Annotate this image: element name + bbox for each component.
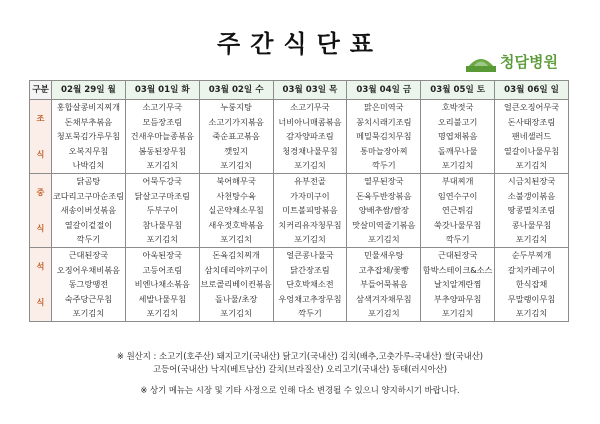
menu-item: 가자미구이 xyxy=(290,190,330,201)
menu-cell xyxy=(273,173,347,247)
menu-item: 포기김치 xyxy=(220,234,252,245)
menu-cell xyxy=(495,100,569,174)
menu-item: 동그랑땡전 xyxy=(68,279,109,290)
meal-label-char: 식 xyxy=(36,149,45,160)
menu-item: 미트볼피망볶음 xyxy=(282,205,338,216)
menu-item: 시금치된장국 xyxy=(507,175,556,186)
menu-cell xyxy=(52,100,126,174)
menu-cell xyxy=(347,247,421,321)
menu-item: 단호박채소전 xyxy=(286,279,334,290)
menu-item: 깍두기 xyxy=(371,160,396,171)
header-day: 03월 05일 토 xyxy=(421,81,495,100)
menu-item: 양배추쌈/쌈장 xyxy=(358,205,409,216)
header-day: 03월 03일 목 xyxy=(273,81,347,100)
menu-item: 고등어조림 xyxy=(142,264,183,275)
menu-item: 포기김치 xyxy=(220,308,252,319)
menu-item: 소고기가지볶음 xyxy=(208,116,264,127)
meal-label-char: 중 xyxy=(36,187,45,198)
menu-cell xyxy=(52,173,126,247)
menu-item: 포기김치 xyxy=(146,308,179,319)
menu-cell xyxy=(347,173,421,247)
header-day: 03월 02일 수 xyxy=(199,81,273,100)
menu-item: 포기김치 xyxy=(220,160,252,171)
menu-item: 삼색겨자채무침 xyxy=(356,293,412,304)
hospital-logo-icon xyxy=(466,49,496,73)
menu-item: 열갈이나물무침 xyxy=(503,145,560,156)
menu-item: 포기김치 xyxy=(515,234,548,245)
menu-cell xyxy=(421,100,495,174)
menu-item: 오징어우채비볶음 xyxy=(56,264,121,275)
menu-item: 포기김치 xyxy=(146,234,179,245)
menu-item: 죽순표고볶음 xyxy=(212,131,260,142)
menu-item: 돈육김치찌개 xyxy=(212,249,260,260)
menu-item: 명엽채볶음 xyxy=(437,131,478,142)
menu-cell xyxy=(199,247,273,321)
menu-item: 청포묵김가루무침 xyxy=(56,131,121,142)
menu-item: 맑은미역국 xyxy=(364,102,404,112)
menu-item: 브로콜리베이컨볶음 xyxy=(200,279,272,290)
menu-item: 포기김치 xyxy=(294,160,326,171)
menu-cell xyxy=(347,100,421,174)
menu-item: 건새우마늘종볶음 xyxy=(130,131,194,142)
menu-item: 부추양파무침 xyxy=(433,293,482,304)
menu-item: 소고기무국 xyxy=(290,102,330,112)
menu-cell xyxy=(421,173,495,247)
header-day: 03월 06일 일 xyxy=(495,81,569,100)
meal-row xyxy=(30,100,569,174)
menu-item: 우엉채고추장무침 xyxy=(278,293,342,304)
meal-label xyxy=(30,173,52,247)
menu-item: 얼큰콩나물국 xyxy=(286,249,334,260)
menu-item: 봄동된장무침 xyxy=(138,145,186,156)
menu-item: 돌깨무나물 xyxy=(437,145,478,156)
menu-item: 임연수구이 xyxy=(437,190,478,201)
menu-item: 맛살미역줄기볶음 xyxy=(352,219,416,230)
menu-item: 열갈이겉절이 xyxy=(64,219,113,230)
menu-item: 두부구이 xyxy=(146,205,179,216)
hospital-name: 청담병원 xyxy=(500,52,558,71)
menu-item: 감자양파조림 xyxy=(286,131,334,142)
menu-item: 깍두기 xyxy=(76,234,101,245)
origin-line-1: ※ 원산지 : 소고기(호주산) 돼지고기(국내산) 닭고기(국내산) 김치(배추,고춧가루-국내산) 쌀(국내산) xyxy=(116,351,484,361)
menu-item: 북어해무국 xyxy=(216,175,256,186)
menu-item: 근대된장국 xyxy=(68,249,109,260)
menu-item: 통마늘장아찌 xyxy=(360,145,408,156)
menu-cell xyxy=(52,247,126,321)
menu-cell xyxy=(125,247,199,321)
menu-item: 포기김치 xyxy=(294,234,326,245)
menu-item: 포기김치 xyxy=(515,160,548,171)
header-gubun: 구분 xyxy=(30,81,52,100)
menu-item: 비엔나채소볶음 xyxy=(134,279,190,290)
menu-item: 꽁치시래기조림 xyxy=(356,116,412,127)
menu-item: 참나물무침 xyxy=(142,219,183,230)
menu-item: 함박스테이크&소스 xyxy=(422,264,493,275)
menu-item: 치커리유자청무침 xyxy=(278,219,342,230)
menu-item: 포기김치 xyxy=(367,234,400,245)
menu-item: 새송이버섯볶음 xyxy=(60,205,117,216)
menu-item: 포기김치 xyxy=(441,160,474,171)
menu-item: 콩나물무침 xyxy=(511,219,552,230)
menu-item: 너비아니매콤볶음 xyxy=(278,116,342,127)
menu-item: 깍두기 xyxy=(298,308,322,319)
menu-item: 포기김치 xyxy=(367,308,400,319)
menu-cell xyxy=(125,100,199,174)
menu-item: 세발나물무침 xyxy=(138,293,186,304)
page-title: 주간식단표 xyxy=(217,30,383,58)
menu-cell xyxy=(125,173,199,247)
menu-item: 돌나물/초장 xyxy=(214,293,258,304)
meal-label-char: 조 xyxy=(36,113,45,124)
hospital-logo xyxy=(466,49,558,73)
menu-item: 닭살고구마조림 xyxy=(134,190,190,201)
menu-item: 깍두기 xyxy=(445,234,470,245)
menu-item: 땅콩멸치조림 xyxy=(507,205,556,216)
menu-item: 돈사태장조림 xyxy=(507,116,556,127)
menu-item: 팬네샐러드 xyxy=(511,131,552,142)
meal-label xyxy=(30,247,52,321)
menu-item: 민물새우탕 xyxy=(364,249,404,260)
menu-item: 오리불고기 xyxy=(437,116,478,127)
menu-item: 오복지무침 xyxy=(68,145,109,156)
menu-item: 누룽지탕 xyxy=(220,102,252,112)
menu-cell xyxy=(495,247,569,321)
menu-item: 고추잡채/꽃빵 xyxy=(358,264,409,275)
meal-label-char: 식 xyxy=(36,297,45,308)
menu-item: 포기김치 xyxy=(515,308,548,319)
menu-item: 포기김치 xyxy=(72,308,105,319)
menu-item: 모듬장조림 xyxy=(142,116,183,127)
menu-item: 돈채부추볶음 xyxy=(64,116,113,127)
menu-cell xyxy=(199,100,273,174)
menu-item: 날치알계란찜 xyxy=(433,279,482,290)
menu-item: 부대찌개 xyxy=(441,175,474,186)
meal-label xyxy=(30,100,52,174)
header-day: 03월 04일 금 xyxy=(347,81,421,100)
menu-item: 홍합살콩비지찌개 xyxy=(56,102,121,112)
meal-row xyxy=(30,247,569,321)
menu-item: 갈치카레구이 xyxy=(507,264,556,275)
menu-cell xyxy=(495,173,569,247)
menu-cell xyxy=(273,247,347,321)
menu-item: 무말랭이무침 xyxy=(507,293,556,304)
menu-item: 부들어묵볶음 xyxy=(360,279,408,290)
weekly-menu-table xyxy=(29,80,569,322)
disclaimer: ※ 상기 메뉴는 시장 및 기타 사정으로 인해 다소 변경될 수 있으니 양지하시기 바랍니다. xyxy=(140,385,460,395)
menu-item: 포기김치 xyxy=(146,160,179,171)
menu-item: 닭간장조림 xyxy=(290,264,330,275)
menu-item: 새우젓호박볶음 xyxy=(208,219,264,230)
menu-item: 실곤약채소무침 xyxy=(208,205,264,216)
menu-cell xyxy=(199,173,273,247)
menu-item: 사천탕수육 xyxy=(216,190,256,201)
menu-item: 포기김치 xyxy=(441,308,474,319)
meal-label-char: 식 xyxy=(36,223,45,234)
menu-item: 돈육두반장볶음 xyxy=(356,190,412,201)
menu-item: 숙주당근무침 xyxy=(64,293,113,304)
menu-item: 코다리고구마순조림 xyxy=(52,190,125,201)
menu-item: 열무된장국 xyxy=(364,175,404,186)
menu-item: 유부전골 xyxy=(294,175,326,186)
menu-item: 한식잡채 xyxy=(515,279,548,290)
notes xyxy=(0,350,600,397)
menu-item: 삼치데리야끼구이 xyxy=(204,264,268,275)
menu-item: 얼큰오징어무국 xyxy=(503,102,560,112)
header-day: 02월 29일 월 xyxy=(52,81,126,100)
menu-item: 연근튀김 xyxy=(441,205,474,216)
menu-item: 어묵두강국 xyxy=(142,175,183,186)
menu-item: 메밀묵김치무침 xyxy=(356,131,412,142)
meal-row xyxy=(30,173,569,247)
menu-item: 호박젓국 xyxy=(441,102,474,112)
menu-item: 나박김치 xyxy=(72,160,105,171)
header-day: 03월 01일 화 xyxy=(125,81,199,100)
menu-item: 순두부찌개 xyxy=(511,249,552,260)
menu-item: 소고기무국 xyxy=(142,102,183,112)
meal-label-char: 석 xyxy=(36,261,45,272)
menu-item: 근대된장국 xyxy=(437,249,478,260)
menu-item: 소불갱이볶음 xyxy=(507,190,556,201)
menu-item: 깻잎지 xyxy=(224,145,248,156)
origin-line-2: 고등어(국내산) 낙지(베트남산) 갈치(브라질산) 오리고기(국내산) 동태(러시아산) xyxy=(152,364,448,374)
table-header-row xyxy=(30,81,569,100)
menu-cell xyxy=(421,247,495,321)
menu-item: 아욱된장국 xyxy=(142,249,183,260)
menu-item: 쑥갓나물무침 xyxy=(433,219,482,230)
menu-item: 청경채나물무침 xyxy=(282,145,338,156)
menu-cell xyxy=(273,100,347,174)
menu-item: 닭곰탕 xyxy=(76,175,101,186)
